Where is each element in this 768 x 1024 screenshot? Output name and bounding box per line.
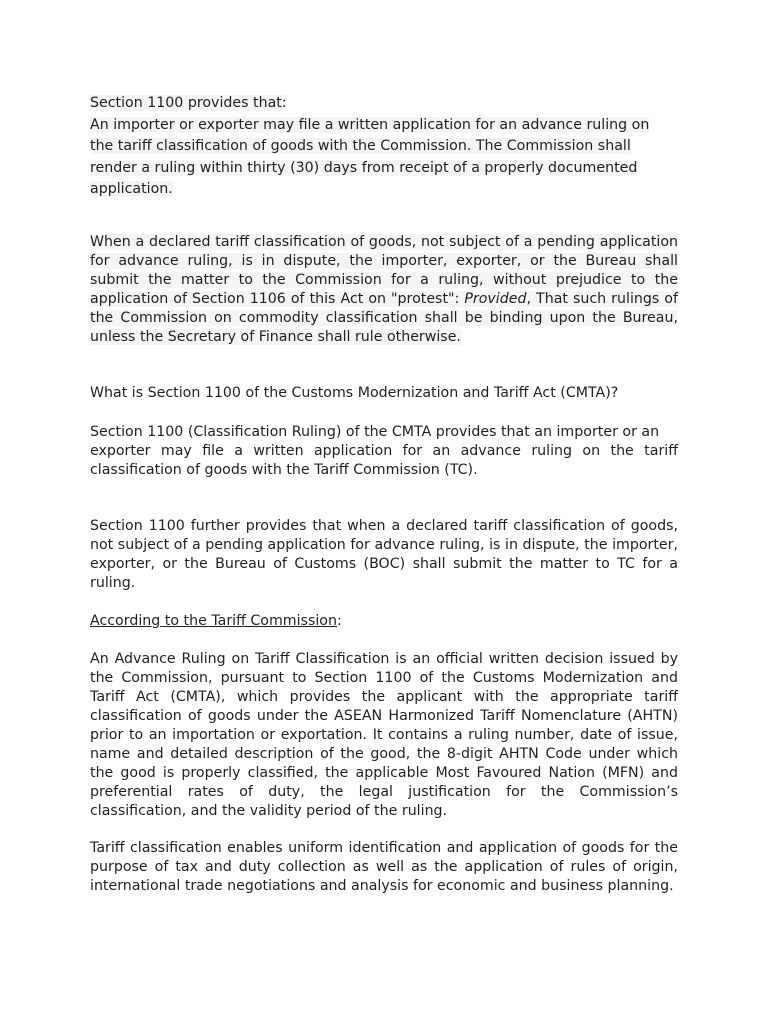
according-link-text: According to the Tariff Commission xyxy=(90,613,337,629)
question-paragraph: What is Section 1100 of the Customs Modernization and Tariff Act (CMTA)? xyxy=(90,385,619,401)
intro-heading: Section 1100 provides that: xyxy=(90,95,287,111)
intro-paragraph xyxy=(90,93,670,201)
tariff-commission-paragraph-1: An Advance Ruling on Tariff Classification is an official written decision issued by the Commission, pursuant to Section 1100 of the Customs Modernization and Tariff Act (CMTA), which provides the applicant with the appropriate tariff classification of goods under the ASEAN Harmonized Tariff Nomenclature (AHTN) prior to an importation or exportation. It contains a ruling number, date of issue, name and detailed description of the good, the 8-digit AHTN Code under which the good is properly classified, the applicable Most Favoured Nation (MFN) and preferential rates of duty, the legal justification for the Commission’s classification, and the validity period of the ruling. xyxy=(90,651,678,819)
according-heading xyxy=(90,612,678,631)
answer-1-line-1: Section 1100 (Classification Ruling) of the CMTA provides that an importer or an xyxy=(90,424,660,440)
answer-paragraph-2: Section 1100 further provides that when a declared tariff classification of goods, not subject of a pending application for advance ruling, is in dispute, the importer, exporter, or the Bureau of Customs (BOC) shall submit the matter to TC for a ruling. xyxy=(90,518,678,591)
answer-paragraph-1 xyxy=(90,423,678,480)
quote-text-before: When a declared tariff classification of goods, not subject of a pending application for advance ruling, is in dispute, the importer, exporter, or the Bureau shall submit the matter to the Commission for a ruling, without prejudice to the application of Section 1106 of this Act on "protest": xyxy=(90,234,678,308)
quoted-section-paragraph xyxy=(90,233,678,348)
quote-provided-italic: Provided xyxy=(464,291,527,308)
intro-body: An importer or exporter may file a written application for an advance ruling on the tariff classification of goods with the Commission. The Commission shall render a ruling within thirty (30) days from receipt of a properly documented application. xyxy=(90,116,650,198)
tariff-commission-paragraph-2: Tariff classification enables uniform identification and application of goods for the purpose of tax and duty collection as well as the application of rules of origin, international trade negotiations and analysis for economic and business planning. xyxy=(90,840,678,894)
quote-text-after: , That such rulings of the Commission on commodity classification shall be binding upon the Bureau, unless the Secretary of Finance shall rule otherwise. xyxy=(90,291,678,346)
answer-1-line-2: exporter may file a written application for an advance ruling on the tariff classification of goods with the Tariff Commission (TC). xyxy=(90,443,678,478)
according-colon: : xyxy=(336,613,342,629)
